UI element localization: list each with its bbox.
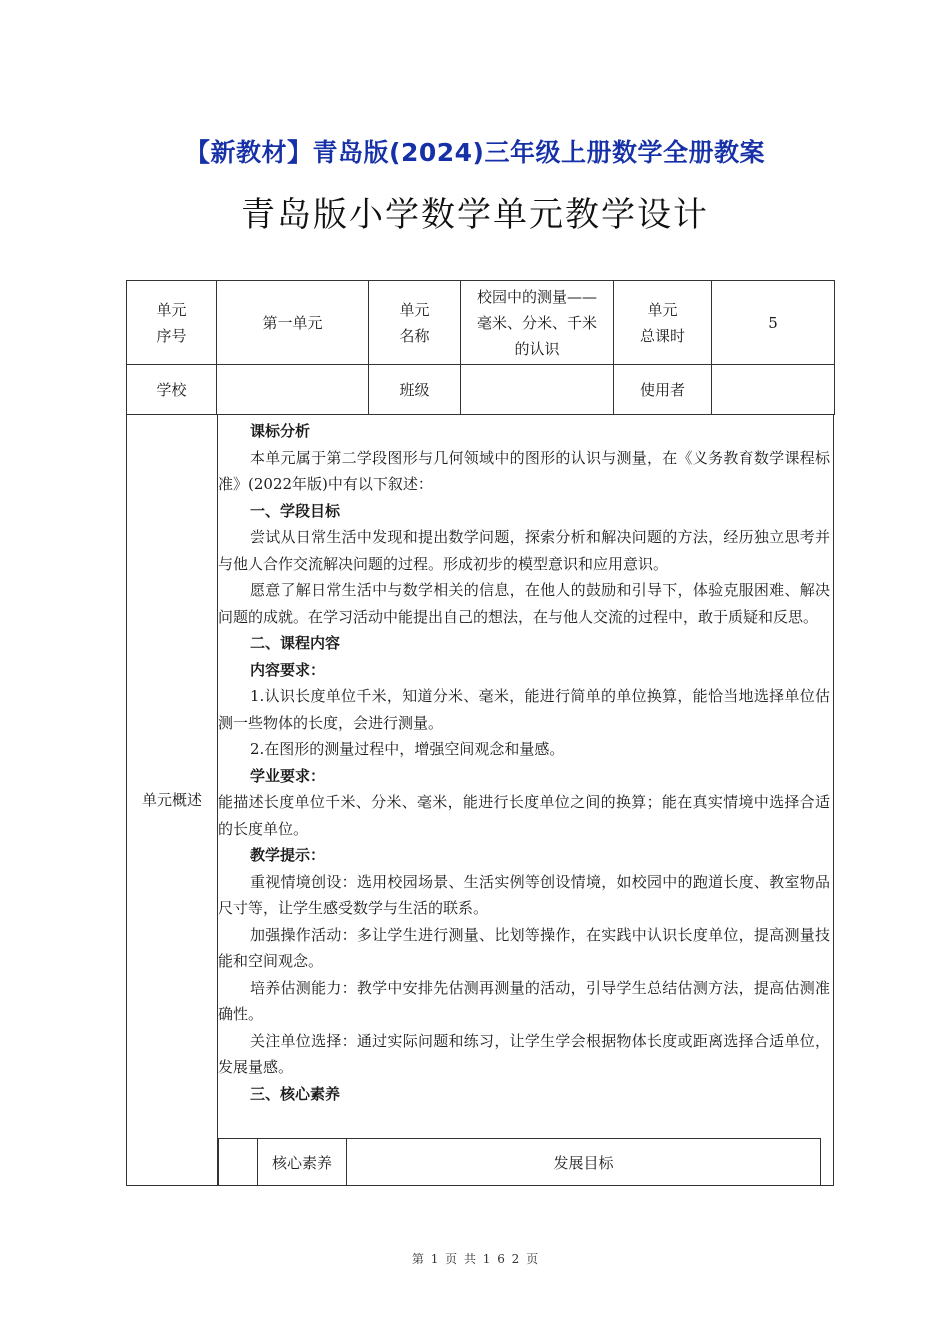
overview-label: 单元概述: [127, 414, 218, 1185]
academic-requirements-heading: 学业要求：: [250, 766, 326, 785]
unit-name-label: 单元 名称: [369, 281, 461, 365]
overview-content: [218, 418, 830, 1107]
page-footer: 第 1 页 共 1 6 2 页: [411, 1252, 539, 1266]
total-hours-value: 5: [712, 281, 835, 365]
teaching-tip: 关注单位选择：通过实际问题和练习，让学生学会根据物体长度或距离选择合适单位，发展量感。: [218, 1031, 830, 1076]
standard-heading: 课标分析: [250, 422, 311, 440]
content-requirement-item: 2.在图形的测量过程中，增强空间观念和量感。: [250, 740, 565, 758]
standard-intro: 本单元属于第二学段图形与几何领域中的图形的认识与测量，在《义务教育数学课程标准》(2022年版)中有以下叙述：: [218, 448, 830, 493]
total-hours-label: 单元 总课时: [614, 281, 712, 365]
goals-heading: 一、学段目标: [250, 501, 341, 520]
user-label: 使用者: [614, 365, 712, 415]
core-competency-heading: 三、核心素养: [250, 1084, 341, 1103]
teaching-tip: 加强操作活动：多让学生进行测量、比划等操作，在实践中认识长度单位，提高测量技能和空间观念。: [218, 925, 830, 970]
school-label: 学校: [127, 365, 217, 415]
unit-overview-section: [126, 414, 834, 1186]
core-table-header-goal: 发展目标: [346, 1139, 821, 1186]
core-table-blank-cell: [218, 1139, 257, 1186]
unit-no-label: 单元 序号: [127, 281, 217, 365]
content-heading: 二、课程内容: [250, 634, 341, 652]
class-value: [461, 365, 614, 415]
info-row-unit: [127, 281, 835, 365]
goals-paragraph: 尝试从日常生活中发现和提出数学问题，探索分析和解决问题的方法，经历独立思考并与他人合作交流解决问题的过程。形成初步的模型意识和应用意识。: [218, 528, 830, 573]
class-label: 班级: [369, 365, 461, 415]
unit-info-table: [126, 280, 835, 415]
unit-no-value: 第一单元: [217, 281, 369, 365]
content-requirement-item: 1.认识长度单位千米，知道分米、毫米，能进行简单的单位换算，能恰当地选择单位估测一些物体的长度，会进行测量。: [218, 687, 830, 732]
info-row-school: [127, 365, 835, 415]
teaching-tip: 重视情境创设：选用校园场景、生活实例等创设情境，如校园中的跑道长度、教室物品尺寸等，让学生感受数学与生活的联系。: [218, 872, 830, 917]
core-competency-table: [218, 1138, 821, 1186]
unit-name-value: 校园中的测量——毫米、分米、千米的认识: [461, 281, 614, 365]
academic-requirements-text: 能描述长度单位千米、分米、毫米，能进行长度单位之间的换算；能在真实情境中选择合适的长度单位。: [218, 793, 830, 838]
school-value: [217, 365, 369, 415]
core-table-header-competency: 核心素养: [257, 1139, 346, 1186]
content-requirements-heading: 内容要求：: [250, 660, 326, 679]
teaching-tip: 培养估测能力：教学中安排先估测再测量的活动，引导学生总结估测方法，提高估测准确性。: [218, 978, 830, 1023]
teaching-tips-heading: 教学提示：: [250, 846, 326, 864]
goals-paragraph: 愿意了解日常生活中与数学相关的信息，在他人的鼓励和引导下，体验克服困难、解决问题的成就。在学习活动中能提出自己的想法，在与他人交流的过程中，敢于质疑和反思。: [218, 581, 830, 626]
document-title: 青岛版小学数学单元教学设计: [241, 195, 709, 235]
user-value: [712, 365, 835, 415]
document-banner: 【新教材】青岛版(2024)三年级上册数学全册教案: [185, 138, 765, 167]
